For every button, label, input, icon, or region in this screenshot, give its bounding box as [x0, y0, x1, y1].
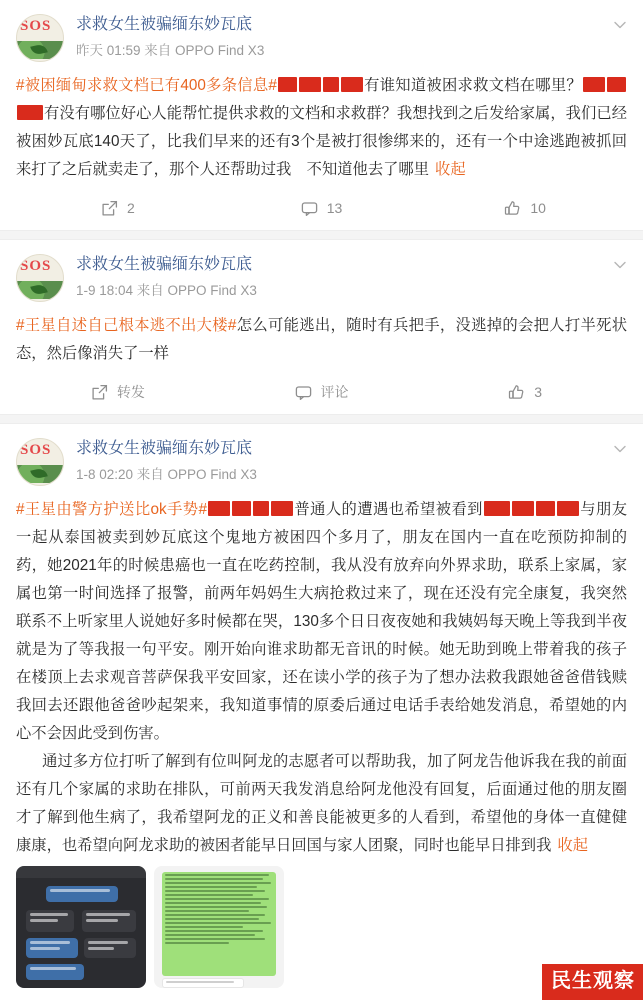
- chevron-down-icon[interactable]: [613, 442, 627, 456]
- redacted-text: [341, 77, 363, 92]
- avatar[interactable]: [16, 14, 64, 62]
- post-images: [16, 866, 627, 998]
- post-meta: 昨天 01:59 来自 OPPO Find X3: [76, 43, 265, 58]
- avatar-sos-text: SOS: [20, 442, 52, 458]
- collapse-toggle[interactable]: 收起: [435, 161, 466, 178]
- post-body: [16, 496, 627, 860]
- comment-icon: [301, 200, 318, 217]
- post-topic-link[interactable]: #王星自述自己根本逃不出大楼#: [16, 317, 237, 334]
- redacted-text: [17, 105, 43, 120]
- avatar[interactable]: [16, 438, 64, 486]
- comment-label: 评论: [320, 384, 349, 400]
- post-header: [16, 438, 627, 486]
- chat-bubble-green: [162, 872, 276, 976]
- redacted-text: [208, 501, 230, 516]
- like-count: 3: [534, 384, 543, 400]
- watermark: 民生观察: [542, 964, 643, 1000]
- comment-button[interactable]: [220, 200, 424, 217]
- like-button[interactable]: [423, 384, 627, 401]
- redacted-text: [232, 501, 251, 516]
- post-divider: [0, 414, 643, 424]
- post-username[interactable]: 求救女生被骗缅东妙瓦底: [76, 440, 253, 457]
- avatar[interactable]: [16, 254, 64, 302]
- chat-screenshot-green[interactable]: [154, 866, 284, 988]
- like-icon: [508, 384, 525, 401]
- redacted-text: [271, 501, 293, 516]
- post-text-a: 怎么可能逃出，随时有兵把手，没逃掉的会把人打半死状态，然后像消失了一样: [16, 317, 627, 362]
- like-icon: [504, 200, 521, 217]
- post-item: [0, 0, 643, 230]
- post-actions: [16, 200, 627, 230]
- post-header-text: [76, 438, 627, 483]
- screenshot-titlebar: [16, 866, 146, 878]
- comment-button[interactable]: [220, 384, 424, 401]
- chat-bubble: [26, 910, 74, 932]
- post-header-text: [76, 14, 627, 59]
- redacted-text: [583, 77, 605, 92]
- redacted-text: [536, 501, 555, 516]
- collapse-toggle[interactable]: 收起: [557, 837, 589, 854]
- chat-bubble-white: [162, 978, 244, 988]
- post-username[interactable]: 求救女生被骗缅东妙瓦底: [76, 16, 253, 33]
- redacted-text: [557, 501, 579, 516]
- chevron-down-icon[interactable]: [613, 18, 627, 32]
- chat-bubble: [26, 964, 84, 980]
- chat-bubble: [26, 938, 78, 958]
- post-body: [16, 72, 627, 184]
- post-text-b: 与朋友一起从泰国被卖到妙瓦底这个鬼地方被困四个多月了，朋友在国内一直在吃预防抑制的药，她2021年的时候患癌也一直在吃药控制，我从没有放弃向外界求助，联系上家属，家属也第一时间选择了报警，前两年妈妈生大病抢救过来了，现在还没有完全康复，我突然联系不上听家里人说她好多时候都在哭，130多个日日夜夜她和我姨妈每天晚上等我到半夜就是为了等我报一句平安。刚开始向谁求助都无音讯的时候。她无助到晚上带着我的孩子在楼顶上去求观音菩萨保我平安回家，还在读小学的孩子为了想办法救我跟她爸爸借钱赎我回去还跟他爸爸吵起架来，我知道事情的原委后通过电话手表给她发消息，希望她的内心不会因此受到伤害。: [16, 501, 627, 742]
- post-topic-link[interactable]: #被困缅甸求救文档已有400多条信息#: [16, 77, 277, 94]
- post-header-text: [76, 254, 627, 299]
- post-item: [0, 424, 643, 998]
- post-meta: 1-8 02:20 来自 OPPO Find X3: [76, 467, 257, 482]
- share-button[interactable]: [16, 200, 220, 217]
- comment-count: 13: [326, 200, 343, 216]
- redacted-text: [512, 501, 534, 516]
- post-header: [16, 254, 627, 302]
- redacted-text: [484, 501, 510, 516]
- redacted-text: [323, 77, 339, 92]
- comment-icon: [295, 384, 312, 401]
- post-topic-link[interactable]: #王星由警方护送比ok手势#: [16, 501, 208, 518]
- post-item: [0, 240, 643, 414]
- post-actions: [16, 384, 627, 414]
- avatar-sos-text: SOS: [20, 18, 52, 34]
- redacted-text: [299, 77, 321, 92]
- chat-bubble: [82, 910, 136, 932]
- share-icon: [101, 200, 118, 217]
- post-header: [16, 14, 627, 62]
- post-username[interactable]: 求救女生被骗缅东妙瓦底: [76, 256, 253, 273]
- like-count: 10: [530, 200, 546, 216]
- redacted-text: [278, 77, 297, 92]
- post-text-c: 通过多方位打听了解到有位叫阿龙的志愿者可以帮助我，加了阿龙告他诉我在我的前面还有几个家属的求助在排队，可前两天我发消息给阿龙他没有回复，后面通过他的朋友圈才了解到他生病了，我希望阿龙的正义和善良能被更多的人看到，希望他的身体一直健健康康，也希望向阿龙求助的被困者能早日回国与家人团聚，同时也能早日排到我: [16, 753, 627, 854]
- avatar-sos-text: SOS: [20, 258, 52, 274]
- post-meta: 1-9 18:04 来自 OPPO Find X3: [76, 283, 257, 298]
- redacted-text: [253, 501, 269, 516]
- share-label: 转发: [116, 384, 145, 400]
- chat-screenshot-dark[interactable]: [16, 866, 146, 988]
- chevron-down-icon[interactable]: [613, 258, 627, 272]
- chat-bubble: [84, 938, 136, 958]
- share-icon: [91, 384, 108, 401]
- share-count: 2: [126, 200, 135, 216]
- post-divider: [0, 230, 643, 240]
- like-button[interactable]: [423, 200, 627, 217]
- post-text-a: 普通人的遭遇也希望被看到: [294, 501, 483, 518]
- post-text-b: 有没有哪位好心人能帮忙提供求救的文档和求救群？我想找到之后发给家属，我们已经被困妙瓦底140天了，比我们早来的还有3个是被打很惨绑来的，还有一个中途逃跑被抓回来打了之后就卖走了，那个人还帮助过我 不知道他去了哪里: [16, 105, 627, 178]
- share-button[interactable]: [16, 384, 220, 401]
- chat-bubble: [46, 886, 118, 902]
- post-text-a: 有谁知道被困求救文档在哪里？: [363, 77, 582, 94]
- post-body: [16, 312, 627, 368]
- redacted-text: [607, 77, 626, 92]
